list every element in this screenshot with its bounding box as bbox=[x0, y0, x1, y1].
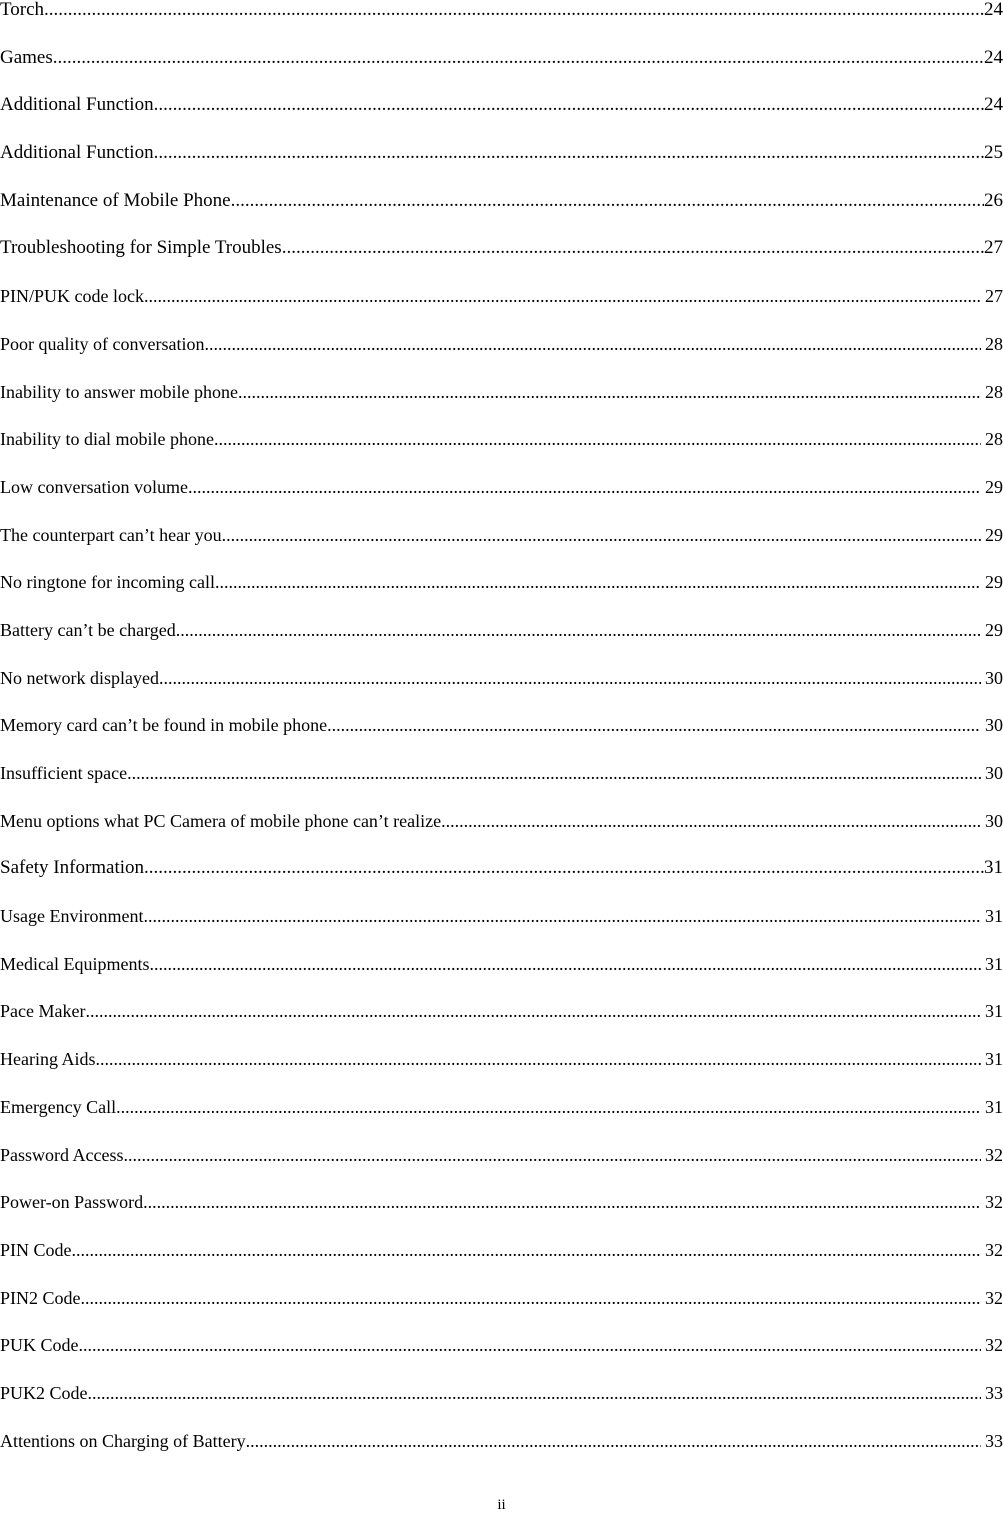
toc-entry-page-number[interactable]: 31 bbox=[985, 906, 1003, 927]
toc-entry-page-number[interactable]: 31 bbox=[985, 953, 1003, 974]
toc-entry[interactable] bbox=[0, 1431, 1003, 1479]
toc-entry[interactable] bbox=[0, 1240, 1003, 1288]
toc-entry[interactable] bbox=[0, 1192, 1003, 1240]
page-number: ii bbox=[497, 1497, 506, 1513]
toc-entry[interactable] bbox=[0, 95, 1003, 143]
toc-entry-title[interactable]: Games bbox=[0, 46, 53, 68]
toc-dot-leader bbox=[53, 48, 984, 68]
toc-entry-page-number[interactable]: 28 bbox=[985, 381, 1003, 402]
toc-dot-leader bbox=[144, 858, 984, 878]
toc-entry-title[interactable]: Memory card can’t be found in mobile phone bbox=[0, 715, 328, 736]
toc-entry-page-number[interactable]: 25 bbox=[984, 142, 1003, 164]
toc-entry-title[interactable]: Password Access bbox=[0, 1144, 124, 1165]
toc-entry-title[interactable]: No ringtone for incoming call bbox=[0, 572, 215, 593]
toc-dot-leader bbox=[215, 572, 981, 592]
toc-entry-title[interactable]: Torch bbox=[0, 0, 45, 20]
toc-dot-leader bbox=[154, 95, 984, 115]
toc-entry[interactable] bbox=[0, 286, 1003, 334]
toc-entry-page-number[interactable]: 31 bbox=[985, 1049, 1003, 1070]
toc-dot-leader bbox=[124, 1145, 982, 1165]
toc-dot-leader bbox=[72, 1240, 982, 1260]
toc-entry[interactable] bbox=[0, 238, 1003, 286]
toc-entry-title[interactable]: Inability to answer mobile phone bbox=[0, 381, 238, 402]
toc-entry-title[interactable]: Power-on Password bbox=[0, 1192, 144, 1213]
toc-entry-title[interactable]: Additional Function bbox=[0, 94, 154, 116]
toc-dot-leader bbox=[116, 1097, 981, 1117]
toc-entry[interactable] bbox=[0, 811, 1003, 859]
toc-entry-page-number[interactable]: 29 bbox=[985, 572, 1003, 593]
toc-entry-title[interactable]: Hearing Aids bbox=[0, 1049, 96, 1070]
toc-entry-title[interactable]: Maintenance of Mobile Phone bbox=[0, 189, 231, 211]
toc-dot-leader bbox=[127, 763, 981, 783]
toc-entry[interactable] bbox=[0, 1383, 1003, 1431]
toc-entry-page-number[interactable]: 27 bbox=[985, 286, 1003, 307]
toc-entry-title[interactable]: Menu options what PC Camera of mobile phone can’t realize bbox=[0, 810, 442, 831]
toc-entry-title[interactable]: Medical Equipments bbox=[0, 953, 150, 974]
toc-entry-page-number[interactable]: 31 bbox=[984, 857, 1003, 879]
toc-dot-leader bbox=[246, 1431, 981, 1451]
toc-dot-leader bbox=[176, 620, 981, 640]
toc-entry-page-number[interactable]: 29 bbox=[985, 619, 1003, 640]
toc-dot-leader bbox=[154, 143, 984, 163]
toc-dot-leader bbox=[143, 1192, 981, 1212]
toc-dot-leader bbox=[238, 382, 981, 402]
toc-dot-leader bbox=[85, 1001, 981, 1021]
toc-entry-title[interactable]: Pace Maker bbox=[0, 1001, 86, 1022]
toc-dot-leader bbox=[327, 715, 981, 735]
toc-dot-leader bbox=[79, 1335, 981, 1355]
toc-entry-page-number[interactable]: 32 bbox=[985, 1144, 1003, 1165]
toc-entry-page-number[interactable]: 29 bbox=[985, 524, 1003, 545]
toc-entry-title[interactable]: PIN Code bbox=[0, 1239, 72, 1260]
toc-dot-leader bbox=[188, 477, 981, 497]
toc-entry[interactable] bbox=[0, 48, 1003, 96]
toc-entry[interactable] bbox=[0, 572, 1003, 620]
toc-entry[interactable] bbox=[0, 1288, 1003, 1336]
toc-dot-leader bbox=[231, 191, 984, 211]
toc-entry-page-number[interactable]: 32 bbox=[985, 1287, 1003, 1308]
toc-entry-page-number[interactable]: 27 bbox=[984, 237, 1003, 259]
toc-entry[interactable] bbox=[0, 1145, 1003, 1193]
toc-entry-page-number[interactable]: 33 bbox=[985, 1382, 1003, 1403]
toc-entry-title[interactable]: Safety Information bbox=[0, 857, 145, 879]
toc-entry[interactable] bbox=[0, 858, 1003, 906]
toc-entry[interactable] bbox=[0, 525, 1003, 573]
toc-entry-title[interactable]: Poor quality of conversation bbox=[0, 333, 205, 354]
toc-entry-page-number[interactable]: 31 bbox=[985, 1096, 1003, 1117]
toc-entry[interactable] bbox=[0, 1097, 1003, 1145]
toc-entry-page-number[interactable]: 30 bbox=[985, 810, 1003, 831]
toc-entry-title[interactable]: Usage Environment bbox=[0, 906, 144, 927]
toc-entry-title[interactable]: Attentions on Charging of Battery bbox=[0, 1430, 246, 1451]
toc-dot-leader bbox=[214, 429, 981, 449]
toc-entry[interactable] bbox=[0, 906, 1003, 954]
toc-entry-page-number[interactable]: 32 bbox=[985, 1239, 1003, 1260]
toc-dot-leader bbox=[222, 525, 981, 545]
toc-entry-page-number[interactable]: 31 bbox=[985, 1001, 1003, 1022]
toc-entry-page-number[interactable]: 30 bbox=[985, 667, 1003, 688]
toc-entry[interactable] bbox=[0, 954, 1003, 1002]
toc-entry-title[interactable]: PIN2 Code bbox=[0, 1287, 81, 1308]
toc-dot-leader bbox=[282, 238, 984, 258]
toc-entry[interactable] bbox=[0, 668, 1003, 716]
toc-entry[interactable] bbox=[0, 1335, 1003, 1383]
toc-entry[interactable] bbox=[0, 429, 1003, 477]
toc-dot-leader bbox=[144, 286, 981, 306]
toc-dot-leader bbox=[204, 334, 981, 354]
toc-entry[interactable] bbox=[0, 477, 1003, 525]
toc-entry-title[interactable]: PIN/PUK code lock bbox=[0, 286, 144, 307]
toc-dot-leader bbox=[441, 811, 981, 831]
toc-entry-page-number[interactable]: 28 bbox=[985, 333, 1003, 354]
toc-entry[interactable] bbox=[0, 334, 1003, 382]
toc-dot-leader bbox=[159, 668, 981, 688]
toc-entry[interactable] bbox=[0, 763, 1003, 811]
toc-entry-page-number[interactable]: 30 bbox=[985, 763, 1003, 783]
toc-entry-title[interactable]: PUK2 Code bbox=[0, 1382, 88, 1403]
toc-dot-leader bbox=[143, 906, 981, 926]
toc-entry[interactable] bbox=[0, 715, 1003, 763]
toc-entry-page-number[interactable]: 32 bbox=[985, 1192, 1003, 1213]
toc-entry-title[interactable]: Troubleshooting for Simple Troubles bbox=[0, 237, 282, 259]
toc-entry-page-number[interactable]: 24 bbox=[984, 0, 1003, 20]
toc-entry-page-number[interactable]: 24 bbox=[984, 46, 1003, 68]
toc-entry-title[interactable]: Inability to dial mobile phone bbox=[0, 429, 214, 450]
toc-entry-page-number[interactable]: 26 bbox=[984, 189, 1003, 211]
toc-entry-page-number[interactable]: 29 bbox=[985, 476, 1003, 497]
toc-entry-page-number[interactable]: 32 bbox=[985, 1335, 1003, 1356]
toc-entry[interactable] bbox=[0, 1001, 1003, 1049]
toc-dot-leader bbox=[95, 1049, 981, 1069]
toc-entry-title[interactable]: Battery can’t be charged bbox=[0, 619, 176, 640]
toc-entry-title[interactable]: Low conversation volume bbox=[0, 476, 188, 497]
toc-entry[interactable] bbox=[0, 143, 1003, 191]
toc-entry-title[interactable]: No network displayed bbox=[0, 667, 159, 688]
toc-entry[interactable] bbox=[0, 0, 1003, 48]
toc-entry-title[interactable]: The counterpart can’t hear you bbox=[0, 524, 222, 545]
toc-entry-page-number[interactable]: 33 bbox=[985, 1430, 1003, 1451]
toc-dot-leader bbox=[81, 1288, 982, 1308]
toc-entry[interactable] bbox=[0, 382, 1003, 430]
toc-dot-leader bbox=[88, 1383, 981, 1403]
toc-dot-leader bbox=[149, 954, 981, 974]
toc-entry-title[interactable]: Additional Function bbox=[0, 142, 154, 164]
toc-entry-title[interactable]: Emergency Call bbox=[0, 1096, 117, 1117]
toc-entry[interactable] bbox=[0, 191, 1003, 239]
toc-dot-leader bbox=[44, 0, 984, 20]
toc-entry-page-number[interactable]: 24 bbox=[984, 94, 1003, 116]
toc-entry-title[interactable]: Insufficient space bbox=[0, 763, 128, 783]
toc-entry[interactable] bbox=[0, 1049, 1003, 1097]
toc-entry-page-number[interactable]: 28 bbox=[985, 429, 1003, 450]
toc-entry-title[interactable]: PUK Code bbox=[0, 1335, 79, 1356]
toc-entry[interactable] bbox=[0, 620, 1003, 668]
toc-entry-page-number[interactable]: 30 bbox=[985, 715, 1003, 736]
